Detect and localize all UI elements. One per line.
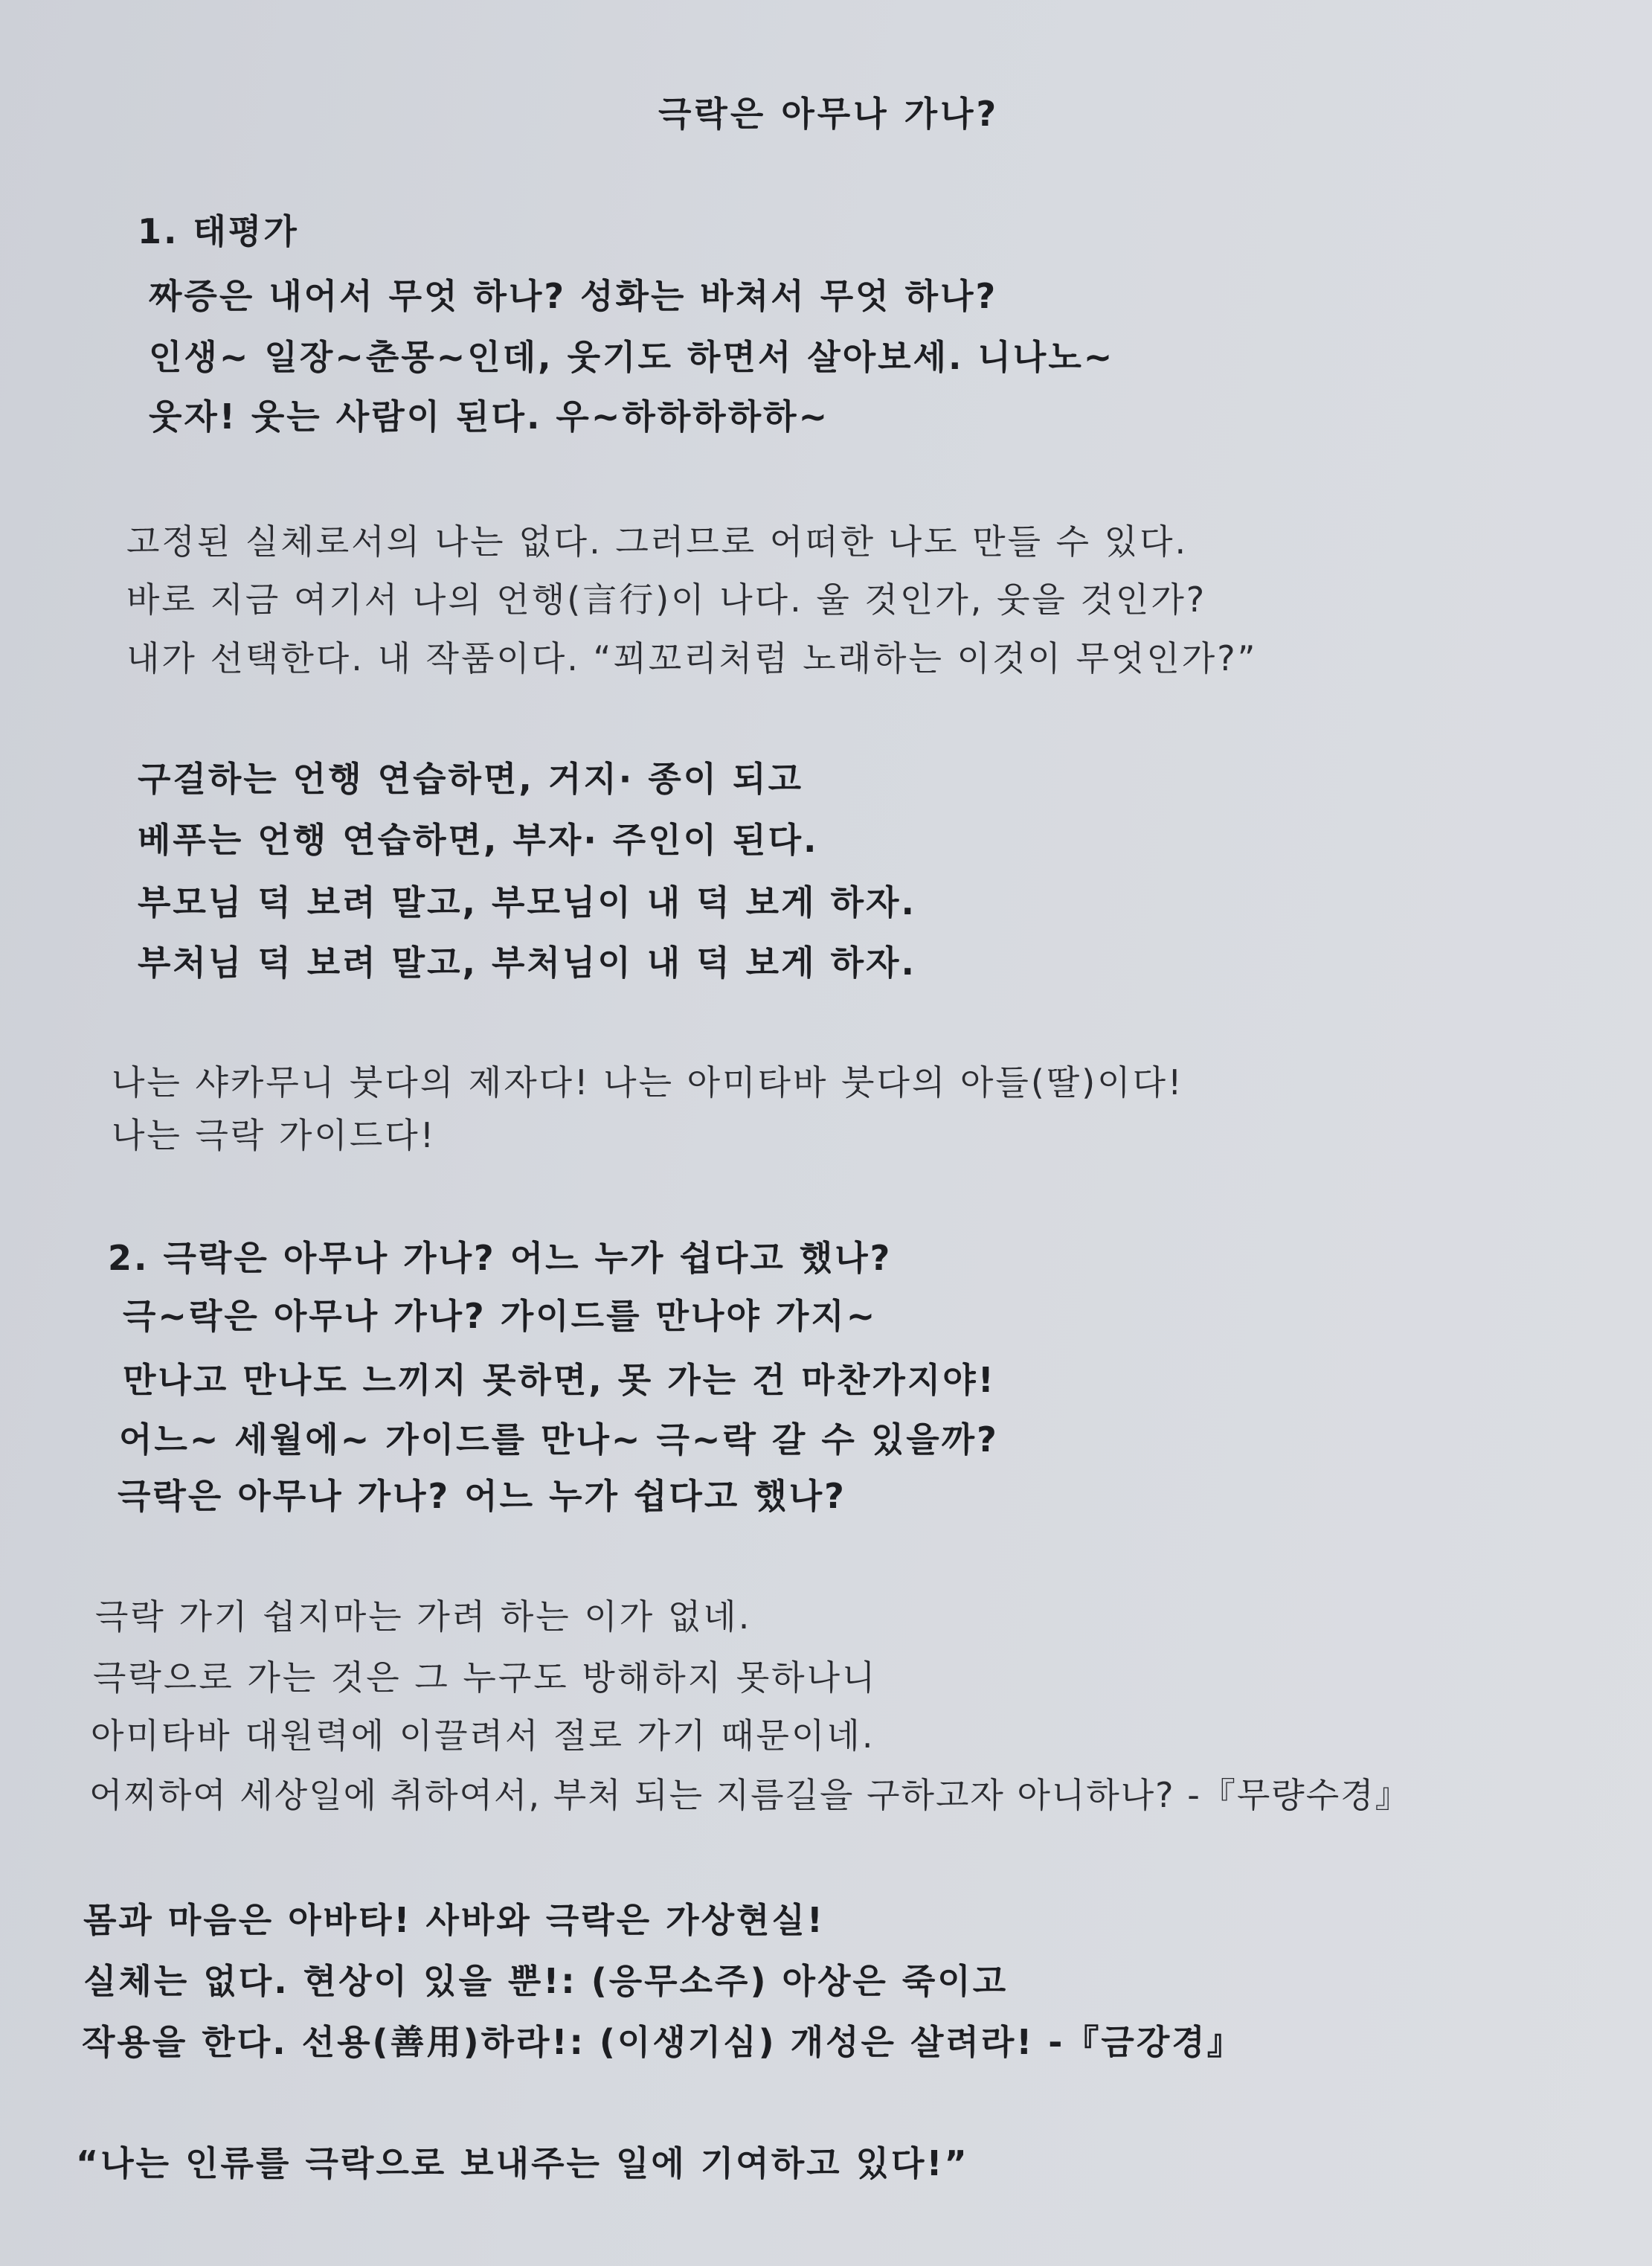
verse-line: 몸과 마음은 아바타! 사바와 극락은 가상현실! [83, 1900, 825, 1940]
prose-line: 어찌하여 세상일에 취하여서, 부처 되는 지름길을 구하고자 아니하나? -『무량수경』 [89, 1775, 1411, 1815]
section-2-heading: 2. 극락은 아무나 가나? 어느 누가 쉽다고 했나? [108, 1238, 893, 1278]
song-line: 극~락은 아무나 가나? 가이드를 만나야 가지~ [123, 1296, 878, 1336]
song-line: 극락은 아무나 가나? 어느 누가 쉽다고 했나? [118, 1476, 846, 1516]
prose-line: 바로 지금 여기서 나의 언행(言行)이 나다. 울 것인가, 웃을 것인가? [126, 580, 1207, 620]
prose-line: 고정된 실체로서의 나는 없다. 그러므로 어떠한 나도 만들 수 있다. [126, 521, 1189, 562]
verse-line: 구걸하는 언행 연습하면, 거지· 종이 되고 [138, 759, 803, 799]
prose-line: 내가 선택한다. 내 작품이다. “꾀꼬리처럼 노래하는 이것이 무엇인가?” [126, 638, 1258, 678]
verse-line: 부모님 덕 보려 말고, 부모님이 내 덕 보게 하자. [138, 882, 916, 922]
song-line: 어느~ 세월에~ 가이드를 만나~ 극~락 갈 수 있을까? [119, 1419, 999, 1460]
section-1-heading: 1. 태평가 [138, 211, 299, 251]
song-line: 인생~ 일장~춘몽~인데, 웃기도 하면서 살아보세. 니나노~ [149, 337, 1115, 377]
verse-line: 베푸는 언행 연습하면, 부자· 주인이 된다. [138, 820, 819, 860]
verse-line: 부처님 덕 보려 말고, 부처님이 내 덕 보게 하자. [138, 943, 916, 983]
verse-line: 작용을 한다. 선용(善用)하라!: (이생기심) 개성은 살려라! -『금강경』 [82, 2022, 1244, 2062]
prose-line: 나는 극락 가이드다! [112, 1115, 437, 1155]
song-line: 만나고 만나도 느끼지 못하면, 못 가는 건 마찬가지야! [123, 1360, 996, 1400]
closing-quote: “나는 인류를 극락으로 보내주는 일에 기여하고 있다!” [76, 2143, 969, 2183]
prose-line: 아미타바 대원력에 이끌려서 절로 가기 때문이네. [91, 1715, 875, 1756]
prose-line: 극락으로 가는 것은 그 누구도 방해하지 못하나니 [93, 1657, 878, 1698]
verse-line: 실체는 없다. 현상이 있을 뿐!: (응무소주) 아상은 죽이고 [83, 1961, 1009, 2001]
song-line: 웃자! 웃는 사람이 된다. 우~하하하하하~ [149, 397, 830, 437]
page-title: 극락은 아무나 가나? [658, 94, 1000, 134]
song-line: 짜증은 내어서 무엇 하나? 성화는 바쳐서 무엇 하나? [149, 276, 998, 316]
prose-line: 나는 샤카무니 붓다의 제자다! 나는 아미타바 붓다의 아들(딸)이다! [112, 1062, 1184, 1102]
prose-line: 극락 가기 쉽지마는 가려 하는 이가 없네. [95, 1596, 752, 1637]
